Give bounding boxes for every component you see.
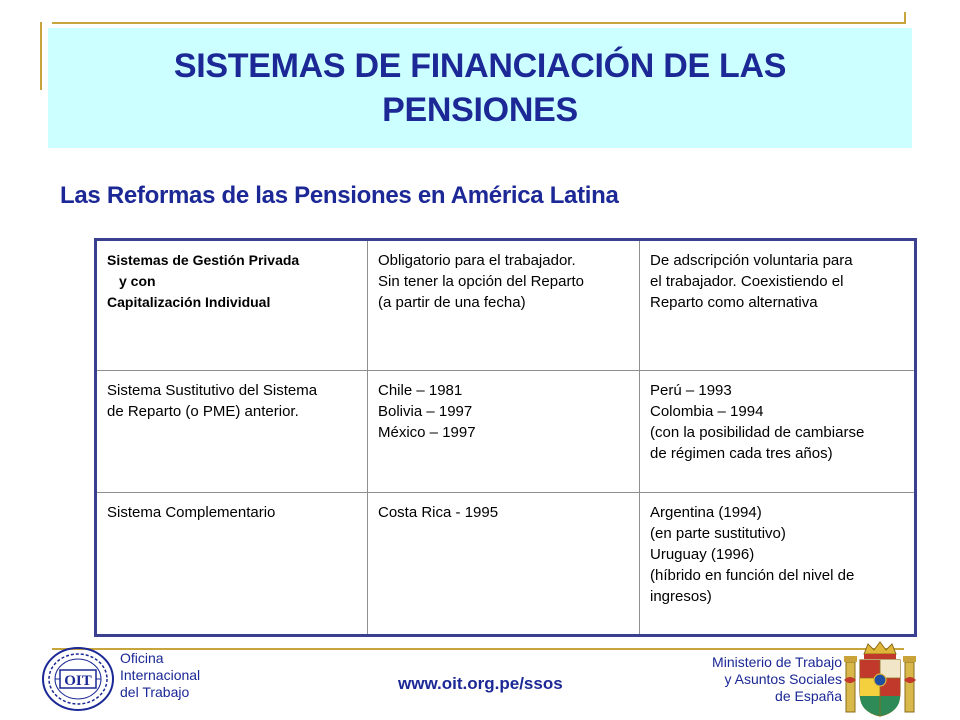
ministerio-line: de España (775, 688, 842, 704)
table-cell (368, 493, 640, 636)
table-cell (640, 240, 916, 371)
cell-line: Colombia – 1994 (650, 403, 764, 420)
decorative-top-line (52, 22, 904, 24)
cell-line: (a partir de una fecha) (378, 294, 526, 311)
cell-line: Perú – 1993 (650, 382, 732, 399)
table-cell (368, 371, 640, 493)
oit-globe-logo-icon (40, 645, 116, 713)
oit-logo-text: OIT (64, 673, 92, 689)
cell-line: ingresos) (650, 588, 712, 605)
page-title (174, 44, 786, 132)
oit-name-line: Internacional (120, 667, 201, 683)
cell-line: Sistema Sustitutivo del Sistema (107, 382, 318, 399)
cell-line: Costa Rica - 1995 (378, 504, 499, 521)
table-cell-header (96, 240, 368, 371)
cell-line: Chile – 1981 (378, 382, 463, 399)
spain-coat-of-arms-icon (842, 640, 918, 718)
title-banner (48, 28, 912, 148)
cell-line: Sistemas de Gestión Privada (107, 252, 300, 268)
table-cell (96, 493, 368, 636)
title-line-2: PENSIONES (382, 91, 578, 129)
decorative-vertical-line (40, 22, 42, 90)
decorative-corner-line (904, 12, 906, 24)
cell-line: Uruguay (1996) (650, 546, 755, 563)
ministerio-line: Ministerio de Trabajo (712, 654, 842, 670)
oit-name (120, 650, 200, 701)
table-row (96, 371, 916, 493)
cell-line: (híbrido en función del nivel de (650, 567, 855, 584)
cell-line: (con la posibilidad de cambiarse (650, 424, 865, 441)
ministerio-line: y Asuntos Sociales (724, 671, 842, 687)
cell-line: Sin tener la opción del Reparto (378, 273, 584, 290)
table-cell (640, 371, 916, 493)
ministerio-name (712, 654, 842, 705)
cell-line: Argentina (1994) (650, 504, 762, 521)
cell-line: De adscripción voluntaria para (650, 252, 853, 269)
cell-line: Bolivia – 1997 (378, 403, 473, 420)
table-cell (640, 493, 916, 636)
cell-line: Sistema Complementario (107, 504, 276, 521)
footer-url-link[interactable]: www.oit.org.pe/ssos (398, 674, 563, 693)
table-cell (368, 240, 640, 371)
cell-line: (en parte sustitutivo) (650, 525, 786, 542)
cell-line: México – 1997 (378, 424, 476, 441)
cell-line: de régimen cada tres años) (650, 445, 833, 462)
cell-line: Capitalización Individual (107, 294, 271, 310)
oit-name-line: del Trabajo (120, 684, 190, 700)
table-cell (96, 371, 368, 493)
title-line-1: SISTEMAS DE FINANCIACIÓN DE LAS (173, 47, 787, 85)
oit-name-line: Oficina (120, 650, 164, 666)
cell-line: Reparto como alternativa (650, 294, 818, 311)
pension-reforms-table (94, 238, 917, 637)
section-subtitle: Las Reformas de las Pensiones en América Latina (60, 182, 619, 209)
cell-line: de Reparto (o PME) anterior. (107, 403, 299, 420)
table-row (96, 493, 916, 636)
cell-line: el trabajador. Coexistiendo el (650, 273, 844, 290)
table-row (96, 240, 916, 371)
cell-line: Obligatorio para el trabajador. (378, 252, 576, 269)
cell-line: y con (119, 273, 156, 289)
